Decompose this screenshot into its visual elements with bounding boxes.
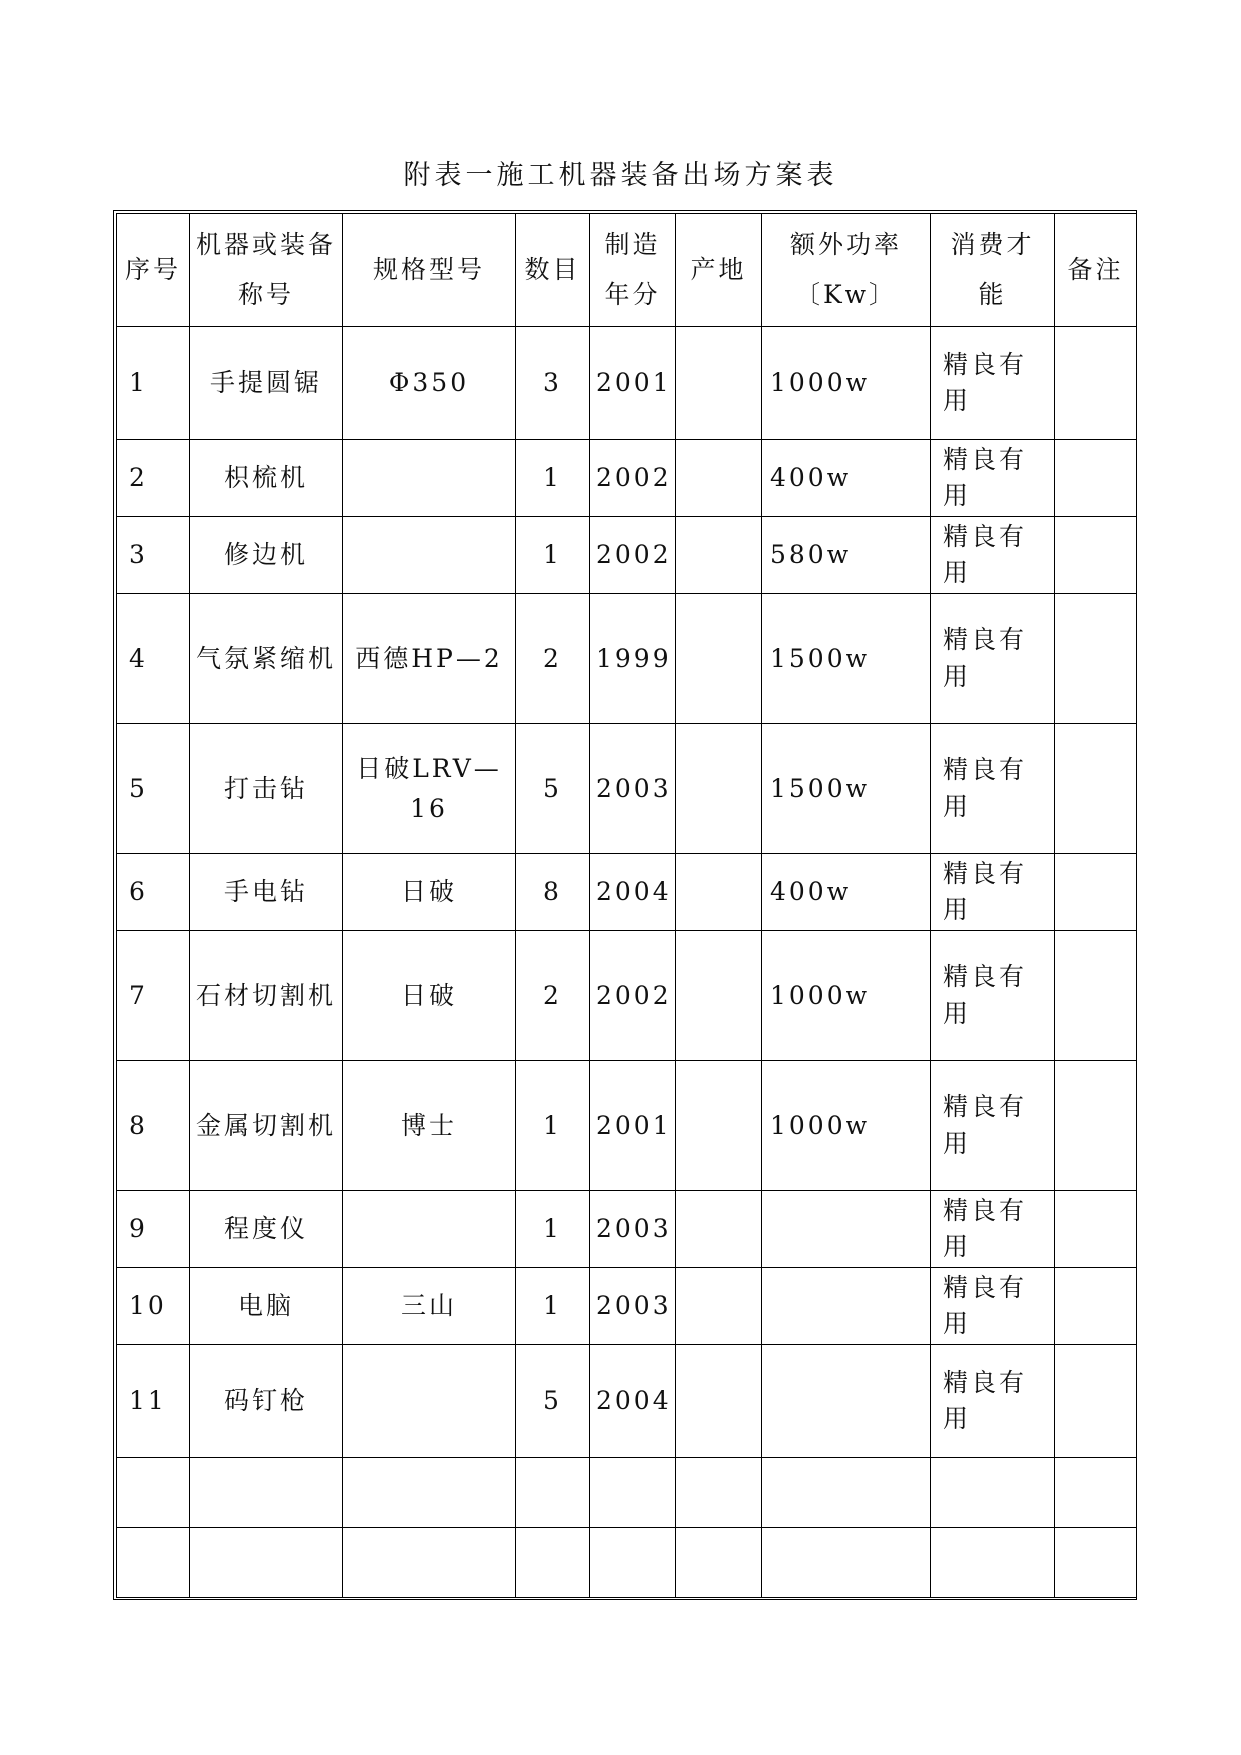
cell-spec: 日破LRV—16 [343,724,516,854]
cell-note [1055,1268,1137,1345]
cell-spec: 三山 [343,1268,516,1345]
cell-status: 精良有用 [931,724,1055,854]
cell-year: 2002 [590,440,676,517]
cell-note [1055,1528,1137,1598]
cell-no: 1 [117,327,190,440]
cell-year [590,1458,676,1528]
cell-power: 580w [762,517,931,594]
cell-no: 9 [117,1191,190,1268]
cell-no: 5 [117,724,190,854]
cell-note [1055,931,1137,1061]
cell-name [190,1528,343,1598]
cell-power: 400w [762,854,931,931]
cell-power: 400w [762,440,931,517]
cell-no: 4 [117,594,190,724]
cell-name: 枳梳机 [190,440,343,517]
cell-status: 精良有用 [931,1191,1055,1268]
cell-no: 11 [117,1345,190,1458]
header-row [117,214,1137,327]
cell-name: 打击钻 [190,724,343,854]
table-row [117,594,1137,724]
header-spec: 规格型号 [343,214,516,327]
cell-spec [343,1528,516,1598]
cell-status: 精良有用 [931,327,1055,440]
cell-status [931,1458,1055,1528]
cell-qty: 1 [516,1191,590,1268]
header-note: 备注 [1055,214,1137,327]
table-row [117,1191,1137,1268]
cell-origin [676,1345,762,1458]
header-no: 序号 [117,214,190,327]
cell-qty: 5 [516,1345,590,1458]
cell-no: 3 [117,517,190,594]
cell-spec: 日破 [343,854,516,931]
cell-note [1055,1458,1137,1528]
cell-origin [676,1268,762,1345]
cell-origin [676,724,762,854]
cell-year: 2002 [590,931,676,1061]
cell-no: 10 [117,1268,190,1345]
cell-status: 精良有用 [931,1268,1055,1345]
cell-name: 程度仪 [190,1191,343,1268]
cell-year: 2004 [590,1345,676,1458]
cell-name: 修边机 [190,517,343,594]
cell-year [590,1528,676,1598]
cell-spec [343,517,516,594]
cell-status: 精良有用 [931,440,1055,517]
cell-origin [676,931,762,1061]
cell-power [762,1268,931,1345]
cell-no: 2 [117,440,190,517]
cell-year: 2003 [590,1268,676,1345]
cell-power: 1000w [762,327,931,440]
cell-note [1055,327,1137,440]
table-row [117,440,1137,517]
cell-note [1055,594,1137,724]
cell-qty: 5 [516,724,590,854]
equipment-table-frame [113,210,1137,1600]
cell-qty: 1 [516,517,590,594]
cell-qty [516,1528,590,1598]
cell-spec: 日破 [343,931,516,1061]
cell-name: 石材切割机 [190,931,343,1061]
cell-origin [676,594,762,724]
cell-qty: 1 [516,1268,590,1345]
cell-origin [676,517,762,594]
cell-year: 1999 [590,594,676,724]
cell-year: 2001 [590,327,676,440]
cell-year: 2003 [590,1191,676,1268]
cell-spec [343,1345,516,1458]
cell-origin [676,327,762,440]
cell-note [1055,854,1137,931]
cell-note [1055,1191,1137,1268]
cell-spec: 博士 [343,1061,516,1191]
cell-qty: 3 [516,327,590,440]
cell-qty: 1 [516,1061,590,1191]
table-row [117,1061,1137,1191]
cell-name [190,1458,343,1528]
table-row [117,1528,1137,1598]
cell-power: 1000w [762,1061,931,1191]
table-row [117,931,1137,1061]
cell-no: 6 [117,854,190,931]
cell-power: 1000w [762,931,931,1061]
cell-spec: Φ350 [343,327,516,440]
table-row [117,854,1137,931]
cell-note [1055,440,1137,517]
table-row [117,724,1137,854]
cell-spec [343,1191,516,1268]
cell-spec [343,440,516,517]
cell-status: 精良有用 [931,931,1055,1061]
cell-no: 7 [117,931,190,1061]
page-title: 附表一施工机器装备出场方案表 [403,160,838,191]
cell-note [1055,724,1137,854]
table-row [117,1458,1137,1528]
cell-note [1055,517,1137,594]
cell-power [762,1528,931,1598]
cell-qty: 8 [516,854,590,931]
cell-origin [676,1528,762,1598]
cell-status: 精良有用 [931,1345,1055,1458]
table-row [117,327,1137,440]
cell-no: 8 [117,1061,190,1191]
cell-power [762,1191,931,1268]
cell-year: 2003 [590,724,676,854]
header-name: 机器或装备称号 [190,214,343,327]
cell-status [931,1528,1055,1598]
header-status: 消费才能 [931,214,1055,327]
cell-name: 金属切割机 [190,1061,343,1191]
cell-spec [343,1458,516,1528]
cell-origin [676,854,762,931]
cell-origin [676,1191,762,1268]
cell-power: 1500w [762,724,931,854]
cell-origin [676,1458,762,1528]
cell-spec: 西德HP—2 [343,594,516,724]
cell-power [762,1458,931,1528]
cell-year: 2001 [590,1061,676,1191]
cell-note [1055,1061,1137,1191]
cell-name: 码钉枪 [190,1345,343,1458]
cell-status: 精良有用 [931,1061,1055,1191]
cell-qty: 2 [516,931,590,1061]
cell-name: 手提圆锯 [190,327,343,440]
cell-no [117,1458,190,1528]
cell-name: 手电钻 [190,854,343,931]
cell-status: 精良有用 [931,517,1055,594]
cell-power: 1500w [762,594,931,724]
cell-qty [516,1458,590,1528]
cell-power [762,1345,931,1458]
cell-status: 精良有用 [931,854,1055,931]
cell-origin [676,1061,762,1191]
cell-year: 2002 [590,517,676,594]
table-row [117,1345,1137,1458]
cell-qty: 2 [516,594,590,724]
header-power: 额外功率〔Kw〕 [762,214,931,327]
cell-no [117,1528,190,1598]
table-row [117,517,1137,594]
cell-name: 气氛紧缩机 [190,594,343,724]
equipment-table [116,213,1137,1598]
cell-status: 精良有用 [931,594,1055,724]
header-qty: 数目 [516,214,590,327]
cell-origin [676,440,762,517]
table-row [117,1268,1137,1345]
cell-note [1055,1345,1137,1458]
cell-name: 电脑 [190,1268,343,1345]
header-origin: 产地 [676,214,762,327]
cell-year: 2004 [590,854,676,931]
cell-qty: 1 [516,440,590,517]
header-year: 制造年分 [590,214,676,327]
